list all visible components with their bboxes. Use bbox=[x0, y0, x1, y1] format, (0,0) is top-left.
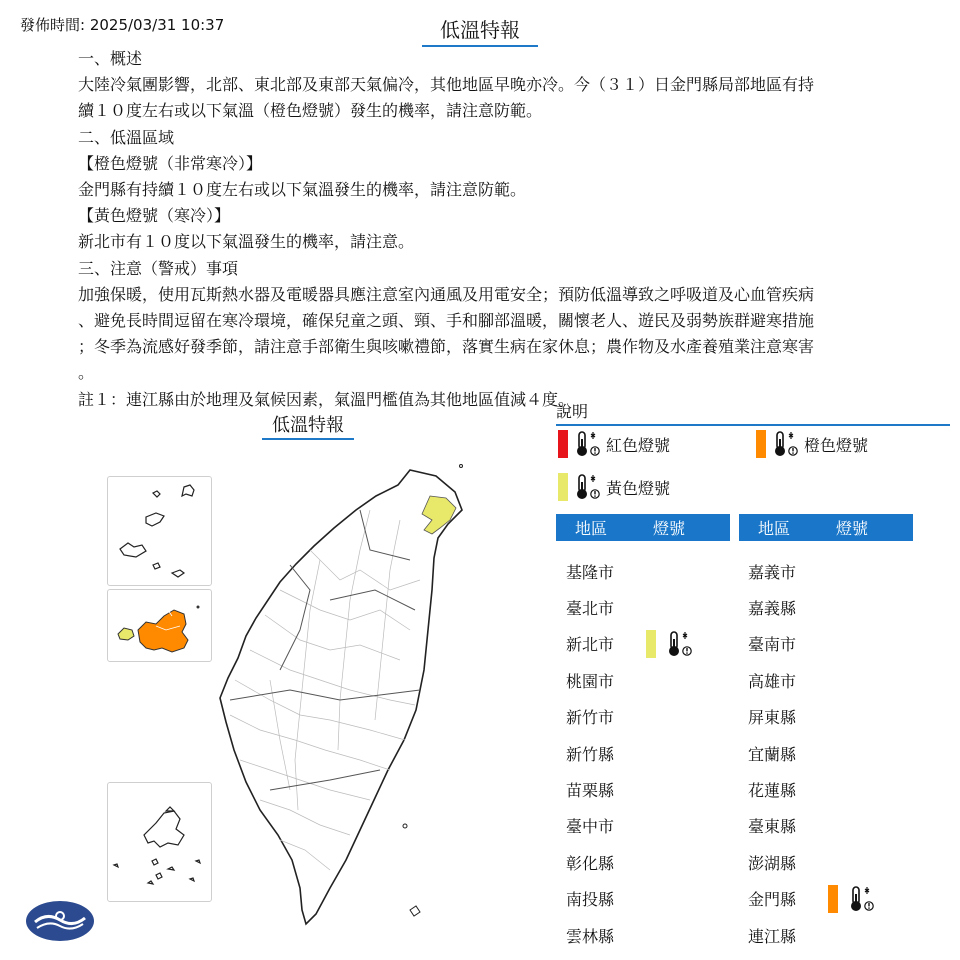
legend-title: 說明 bbox=[556, 402, 950, 426]
table-row bbox=[748, 814, 828, 838]
region-name: 屏東縣 bbox=[748, 708, 797, 728]
bulletin-line: 續１０度左右或以下氣溫（橙色燈號）發生的機率，請注意防範。 bbox=[78, 101, 543, 121]
table-row bbox=[566, 559, 646, 583]
kinmen-inset bbox=[107, 589, 212, 662]
region-name: 南投縣 bbox=[566, 890, 615, 910]
region-name: 新北市 bbox=[566, 635, 615, 655]
thermometer-snowflake-icon bbox=[666, 630, 692, 658]
bulletin-line: 【橙色燈號（非常寒冷）】 bbox=[78, 153, 263, 173]
red-swatch bbox=[558, 430, 568, 458]
table-row bbox=[748, 777, 828, 801]
cwa-logo-icon bbox=[25, 900, 95, 942]
kinmen-main-island bbox=[138, 610, 188, 652]
col-signal-header: 燈號 bbox=[835, 519, 868, 538]
table-row bbox=[566, 777, 646, 801]
table-row bbox=[748, 887, 874, 911]
thermometer-snowflake-icon bbox=[574, 473, 600, 501]
table-row bbox=[748, 595, 828, 619]
region-name: 宜蘭縣 bbox=[748, 744, 797, 764]
map-title: 低溫特報 bbox=[262, 414, 354, 440]
penghu-inset bbox=[107, 782, 212, 902]
table-row bbox=[748, 741, 828, 765]
orange-swatch bbox=[756, 430, 766, 458]
legend-orange bbox=[756, 430, 868, 458]
table-row bbox=[566, 668, 646, 692]
table-row bbox=[566, 741, 646, 765]
region-name: 臺南市 bbox=[748, 635, 797, 655]
region-name: 臺東縣 bbox=[748, 817, 797, 837]
bulletin-line: 【黃色燈號（寒冷）】 bbox=[78, 206, 231, 226]
table-row bbox=[748, 923, 828, 947]
table-row bbox=[566, 923, 646, 947]
region-name: 雲林縣 bbox=[566, 926, 615, 946]
yellow-swatch bbox=[558, 473, 568, 501]
table-row bbox=[566, 887, 646, 911]
signal-indicator bbox=[646, 630, 692, 658]
taiwan-outline bbox=[220, 470, 462, 924]
matsu-map bbox=[108, 477, 211, 585]
col-region-header: 地區 bbox=[757, 519, 790, 538]
table-row bbox=[566, 705, 646, 729]
bulletin-line: 、避免長時間逗留在寒冷環境，確保兒童之頭、頸、手和腳部溫暖，關懷老人、遊民及弱勢族群避寒措施 bbox=[78, 311, 815, 331]
region-name: 彰化縣 bbox=[566, 853, 615, 873]
signal-indicator bbox=[828, 885, 874, 913]
region-name: 桃園市 bbox=[566, 671, 615, 691]
legend-yellow-label: 黃色燈號 bbox=[606, 478, 671, 498]
page-title: 低溫特報 bbox=[422, 17, 538, 47]
bulletin-line: 新北市有１０度以下氣溫發生的機率，請注意。 bbox=[78, 232, 415, 252]
region-name: 連江縣 bbox=[748, 926, 797, 946]
table-row bbox=[748, 559, 828, 583]
thermometer-snowflake-icon bbox=[574, 430, 600, 458]
legend-orange-label: 橙色燈號 bbox=[804, 435, 869, 455]
table-row bbox=[566, 595, 646, 619]
bulletin-line: 註１：連江縣由於地理及氣候因素，氣溫門檻值為其他地區值減４度。 bbox=[78, 389, 575, 409]
legend-red bbox=[558, 430, 670, 458]
bulletin-line: 金門縣有持續１０度左右或以下氣溫發生的機率，請注意防範。 bbox=[78, 180, 527, 200]
table-header-left bbox=[556, 514, 730, 541]
publish-time: 發佈時間: 2025/03/31 10:37 bbox=[20, 16, 225, 34]
region-name: 高雄市 bbox=[748, 671, 797, 691]
thermometer-snowflake-icon bbox=[772, 430, 798, 458]
thermometer-snowflake-icon bbox=[848, 885, 874, 913]
region-name: 澎湖縣 bbox=[748, 853, 797, 873]
table-row bbox=[566, 850, 646, 874]
region-name: 臺北市 bbox=[566, 598, 615, 618]
table-row bbox=[566, 632, 692, 656]
matsu-inset bbox=[107, 476, 212, 586]
legend-red-label: 紅色燈號 bbox=[606, 435, 671, 455]
bulletin-line: 一、概述 bbox=[78, 49, 143, 68]
table-row bbox=[748, 705, 828, 729]
bulletin-line: ；冬季為流感好發季節，請注意手部衛生與咳嗽禮節，落實生病在家休息；農作物及水產養殖業注意寒害 bbox=[78, 337, 815, 357]
region-name: 基隆市 bbox=[566, 562, 615, 582]
penghu-map bbox=[108, 783, 211, 901]
bulletin-line: 。 bbox=[78, 363, 95, 383]
bulletin-line: 加強保暖，使用瓦斯熱水器及電暖器具應注意室內通風及用電安全；預防低溫導致之呼吸道及心血管疾病 bbox=[78, 284, 815, 304]
col-region-header: 地區 bbox=[574, 519, 607, 538]
bulletin-line: 三、注意（警戒）事項 bbox=[78, 258, 239, 278]
bulletin-line: 大陸冷氣團影響，北部、東北部及東部天氣偏冷，其他地區早晚亦冷。今（３１）日金門縣局部地區有持 bbox=[78, 75, 815, 95]
region-name: 新竹縣 bbox=[566, 744, 615, 764]
table-row bbox=[748, 632, 828, 656]
yellow-swatch bbox=[646, 630, 656, 658]
region-name: 嘉義市 bbox=[748, 562, 797, 582]
taiwan-map bbox=[210, 440, 470, 930]
kinmen-map bbox=[108, 590, 211, 661]
orange-swatch bbox=[828, 885, 838, 913]
region-name: 苗栗縣 bbox=[566, 780, 615, 800]
bulletin-text bbox=[78, 46, 878, 413]
region-name: 花蓮縣 bbox=[748, 780, 797, 800]
table-row bbox=[566, 814, 646, 838]
kinmen-lieyu-island bbox=[118, 628, 134, 640]
region-name: 金門縣 bbox=[748, 890, 797, 910]
table-row bbox=[748, 668, 828, 692]
table-header-right bbox=[739, 514, 913, 541]
table-row bbox=[748, 850, 828, 874]
bulletin-line: 二、低溫區域 bbox=[78, 127, 175, 147]
region-name: 新竹市 bbox=[566, 708, 615, 728]
legend-yellow bbox=[558, 473, 670, 501]
region-name: 嘉義縣 bbox=[748, 598, 797, 618]
col-signal-header: 燈號 bbox=[652, 519, 685, 538]
region-name: 臺中市 bbox=[566, 817, 615, 837]
